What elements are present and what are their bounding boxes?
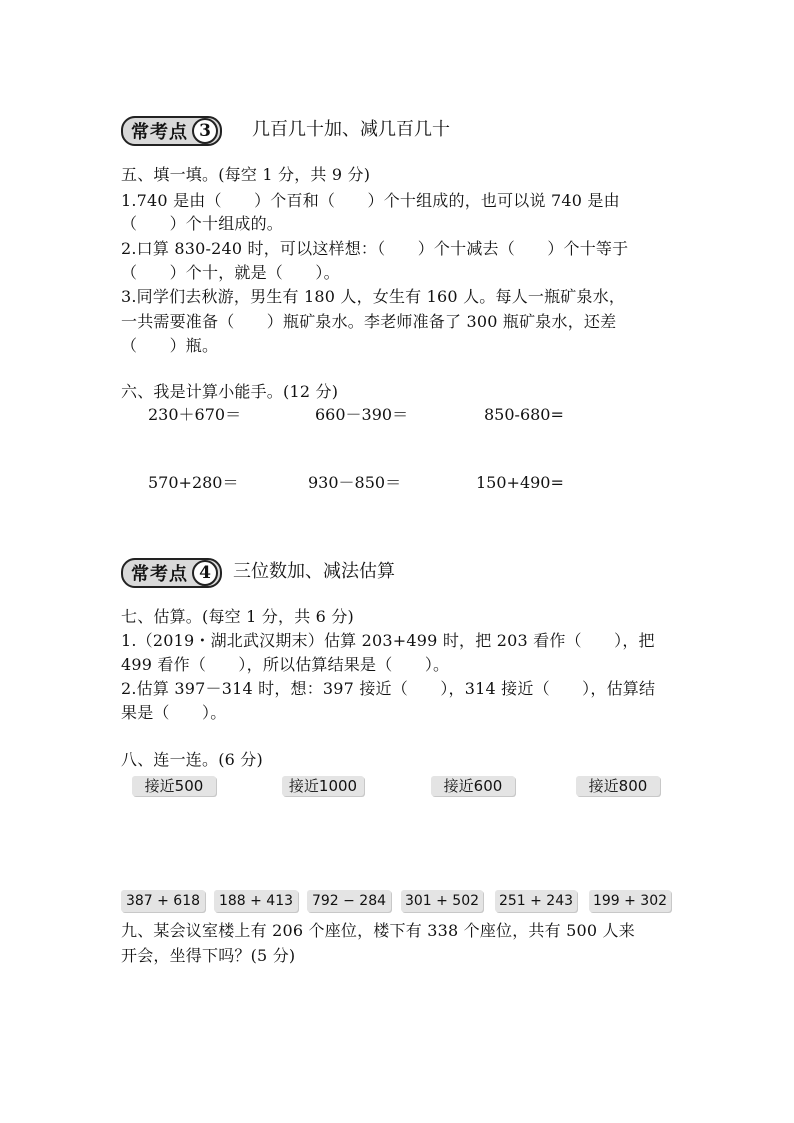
calc-item: 150+490= [476,473,564,492]
q7-line-1: 1.（2019・湖北武汉期末）估算 203+499 时，把 203 看作（ ），把 [121,631,655,650]
calc-item: 230＋670＝ [148,405,242,424]
badge-label: 常考点 [131,122,188,143]
badge-number: 3 [192,118,218,144]
q5-line-4: （ ）个十，就是（ ）。 [121,263,340,282]
calc-item: 850-680= [484,405,564,424]
q9-line-2: 开会，坐得下吗？(5 分) [121,946,296,965]
expression-chip[interactable]: 387 + 618 [121,890,205,912]
target-chip-800[interactable]: 接近800 [576,776,660,796]
calc-item: 660－390＝ [315,405,409,424]
badge-number: 4 [192,560,218,586]
q5-line-7: （ ）瓶。 [121,336,219,355]
calc-item: 930－850＝ [308,473,402,492]
section-3-topic: 几百几十加、减几百几十 [252,119,450,140]
q7-line-3: 2.估算 397－314 时，想：397 接近（ ），314 接近（ ），估算结 [121,679,656,698]
expression-chip[interactable]: 199 + 302 [589,890,671,912]
expression-chip[interactable]: 188 + 413 [214,890,298,912]
q5-line-6: 一共需要准备（ ）瓶矿泉水。李老师准备了 300 瓶矿泉水，还差 [121,312,617,331]
expression-chip[interactable]: 792 − 284 [307,890,391,912]
calc-item: 570+280＝ [148,473,239,492]
q5-line-5: 3.同学们去秋游，男生有 180 人，女生有 160 人。每人一瓶矿泉水， [121,287,626,306]
q5-line-2: （ ）个十组成的。 [121,214,284,233]
target-chip-500[interactable]: 接近500 [132,776,216,796]
expression-chip[interactable]: 251 + 243 [495,890,577,912]
q9-line-1: 九、某会议室楼上有 206 个座位，楼下有 338 个座位，共有 500 人来 [121,921,635,940]
q7-title: 七、估算。(每空 1 分，共 6 分) [121,607,354,626]
badge-label: 常考点 [131,564,188,585]
section-3-badge [121,116,222,146]
expression-chip[interactable]: 301 + 502 [401,890,483,912]
q8-title: 八、连一连。(6 分) [121,750,263,769]
q7-line-2: 499 看作（ ），所以估算结果是（ ）。 [121,655,450,674]
q5-line-1: 1.740 是由（ ）个百和（ ）个十组成的，也可以说 740 是由 [121,191,620,210]
target-chip-1000[interactable]: 接近1000 [282,776,364,796]
section-4-badge [121,558,222,588]
section-4-topic: 三位数加、减法估算 [233,561,395,582]
q5-line-3: 2.口算 830-240 时，可以这样想：（ ）个十减去（ ）个十等于 [121,239,629,258]
q5-title: 五、填一填。(每空 1 分，共 9 分) [121,165,371,184]
q6-title: 六、我是计算小能手。(12 分) [121,382,339,401]
q7-line-4: 果是（ ）。 [121,703,227,722]
target-chip-600[interactable]: 接近600 [431,776,515,796]
